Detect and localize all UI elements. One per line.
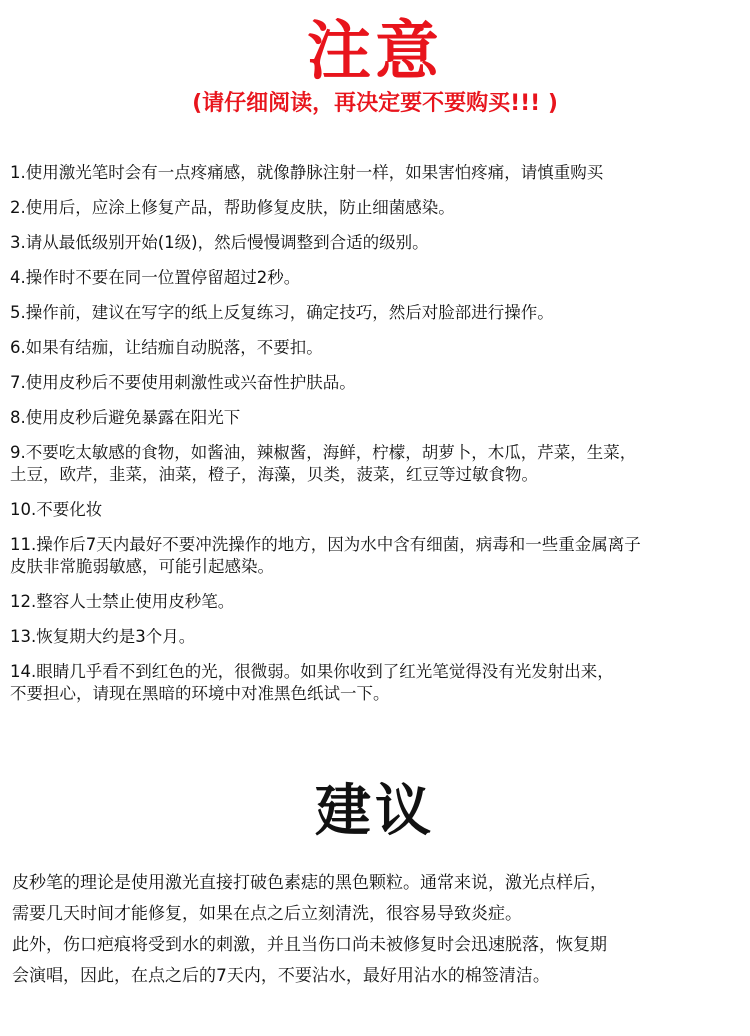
note-item: 5.操作前，建议在写字的纸上反复练习，确定技巧，然后对脸部进行操作。: [10, 303, 554, 322]
note-item: 9.不要吃太敏感的食物，如酱油，辣椒酱，海鲜，柠檬，胡萝卜，木瓜，芹菜，生菜， 土豆，欧芹，韭菜，油菜，橙子，海藻，贝类，菠菜，红豆等过敏食物。: [10, 443, 637, 484]
advice-line: 需要几天时间才能修复，如果在点之后立刻清洗，很容易导致炎症。: [12, 904, 522, 924]
advice-line: 皮秒笔的理论是使用激光直接打破色素痣的黑色颗粒。通常来说，激光点样后，: [12, 873, 607, 893]
advice-title: 建议: [315, 779, 435, 844]
note-item: 1.使用激光笔时会有一点疼痛感，就像静脉注射一样，如果害怕疼痛，请慎重购买: [10, 163, 604, 182]
page-subtitle: (请仔细阅读，再决定要不要购买!!! ): [192, 91, 558, 116]
note-item: 13.恢复期大约是3个月。: [10, 627, 196, 646]
advice-text: [12, 868, 740, 992]
advice-line: 此外，伤口疤痕将受到水的刺激，并且当伤口尚未被修复时会迅速脱落，恢复期: [12, 935, 607, 955]
note-item: 2.使用后，应涂上修复产品，帮助修复皮肤，防止细菌感染。: [10, 198, 455, 217]
note-item: 10.不要化妆: [10, 500, 103, 519]
page-title: 注意: [307, 15, 443, 89]
advice-line: 会演唱，因此，在点之后的7天内，不要沾水，最好用沾水的棉签清洁。: [12, 966, 550, 986]
note-item: 11.操作后7天内最好不要冲洗操作的地方，因为水中含有细菌，病毒和一些重金属离子 皮肤非常脆弱敏感，可能引起感染。: [10, 535, 641, 576]
note-item: 3.请从最低级别开始(1级)，然后慢慢调整到合适的级别。: [10, 233, 429, 252]
note-item: 6.如果有结痂，让结痂自动脱落，不要扣。: [10, 338, 323, 357]
note-item: 4.操作时不要在同一位置停留超过2秒。: [10, 268, 301, 287]
notes-list: [10, 162, 740, 718]
note-item: 14.眼睛几乎看不到红色的光，很微弱。如果你收到了红光笔觉得没有光发射出来， 不要担心，请现在黑暗的环境中对准黑色纸试一下。: [10, 662, 614, 703]
note-item: 7.使用皮秒后不要使用刺激性或兴奋性护肤品。: [10, 373, 356, 392]
note-item: 8.使用皮秒后避免暴露在阳光下: [10, 408, 241, 427]
note-item: 12.整容人士禁止使用皮秒笔。: [10, 592, 235, 611]
